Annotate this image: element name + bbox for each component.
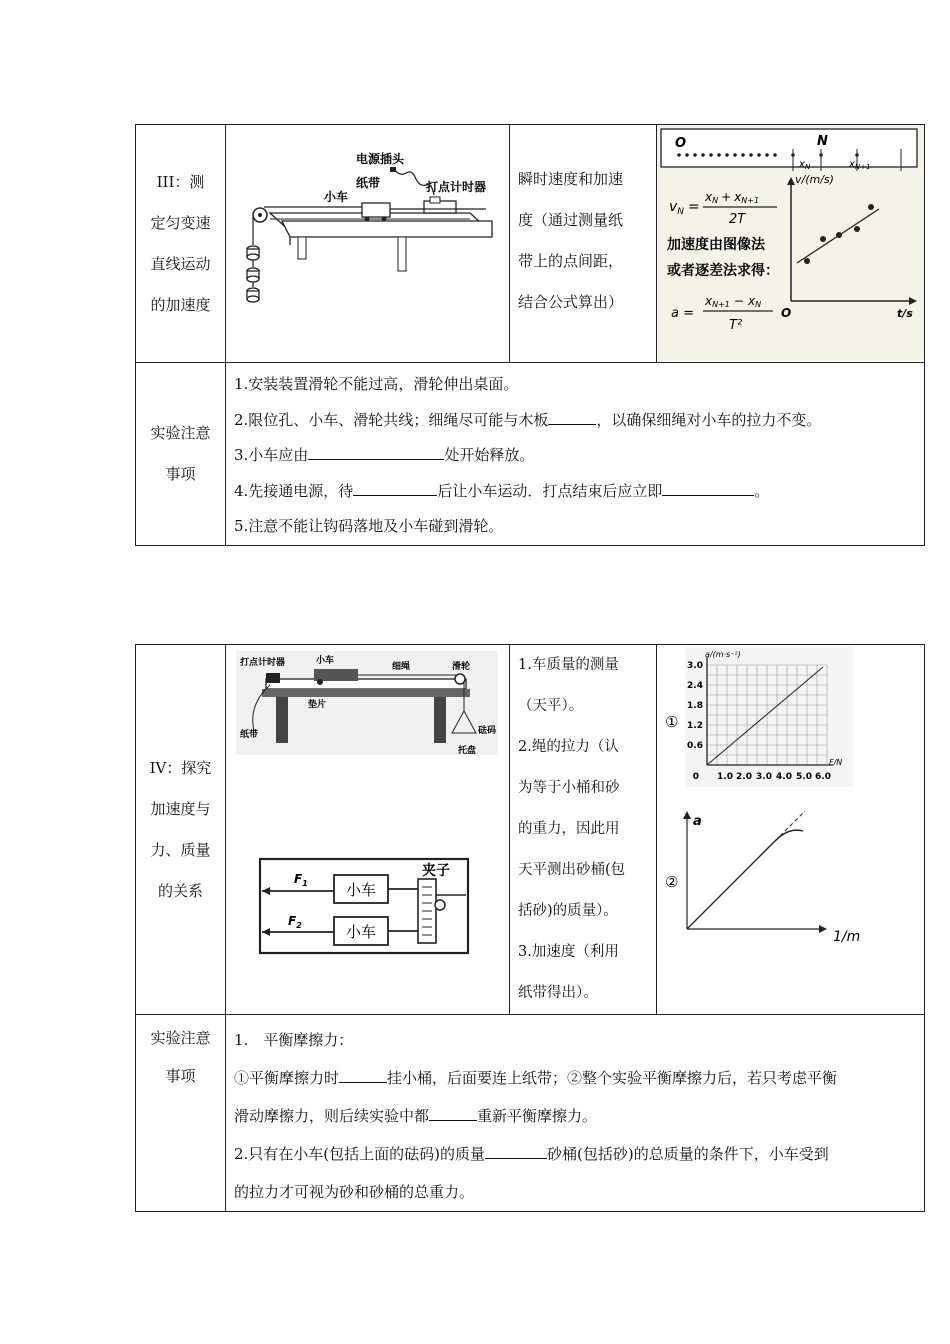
note-line-5: 5.注意不能让钩码落地及小车碰到滑轮。: [234, 517, 504, 535]
graph2-ylabel: a: [693, 814, 702, 829]
graph2-xlabel: 1/m: [833, 929, 861, 945]
note-text: 2.限位孔、小车、滑轮共线；细绳尽可能与木板: [234, 410, 549, 429]
method-description: [510, 125, 657, 363]
apparatus-figures-cell: [226, 645, 510, 1015]
note-line-4: [234, 474, 916, 510]
label-line: 加速度与: [150, 799, 211, 818]
t-axis-label: t/s: [897, 307, 913, 320]
desc-line: 结合公式算出）: [518, 293, 624, 311]
note-text: 滑动摩擦力，则后续实验中都: [234, 1107, 430, 1125]
graph-origin: O: [781, 306, 792, 320]
notes-label: [136, 363, 226, 546]
note-line-1: 1. 平衡摩擦力：: [234, 1031, 354, 1049]
note-text: 重新平衡摩擦力。: [477, 1107, 598, 1125]
weight-label: 砝码: [478, 726, 497, 736]
graph1-xtick: 1.0: [717, 772, 733, 782]
fill-blank[interactable]: [429, 1105, 477, 1121]
tape-origin: O: [675, 136, 687, 151]
graph1-xtick: 5.0: [796, 772, 812, 782]
tape-and-vt-graph: [657, 125, 925, 361]
step-line: 1.车质量的测量: [518, 657, 619, 673]
vn-formula-den: 2T: [729, 212, 746, 227]
force-mass-diagrams: [226, 645, 510, 999]
graph1-ytick: 0.6: [687, 741, 703, 751]
note-line-5: 的拉力才可视为砂和砂桶的总重力。: [234, 1183, 475, 1201]
label-line: III：测: [156, 172, 205, 191]
method-steps: [510, 645, 657, 1015]
apparatus-figure-cell: [226, 125, 510, 363]
note-line-3: [234, 438, 916, 474]
formula-figure-cell: [657, 125, 925, 363]
f2-label: $F_2$: [288, 914, 302, 930]
xn1-label: $x_{N+1}$: [849, 159, 871, 171]
step-line: （天平）。: [518, 698, 584, 714]
f1-label: $F_1$: [294, 872, 308, 888]
note-text: 。: [754, 481, 770, 500]
experiment-label-4: [136, 645, 226, 1015]
tape-n: N: [817, 134, 828, 149]
v-axis-label: v/(m/s): [795, 173, 834, 186]
acceleration-graphs: [657, 645, 925, 999]
label-line: 实验注意: [150, 423, 211, 442]
graph2-marker: ②: [665, 873, 679, 891]
step-line: 的重力，因此用: [518, 821, 620, 837]
graph1-xtick: 2.0: [736, 772, 752, 782]
a-formula-den: T²: [729, 318, 743, 333]
step-line: 括砂)的质量）。: [518, 903, 618, 919]
note-line-3: [234, 1097, 916, 1135]
timer-label: 打点计时器: [426, 180, 487, 194]
fill-blank[interactable]: [662, 480, 754, 496]
tape-label: 纸带: [356, 176, 381, 190]
timer-label: 打点计时器: [240, 658, 286, 668]
fill-blank[interactable]: [308, 444, 444, 460]
desc-line: 度（通过测量纸: [518, 211, 624, 229]
graph1-xtick: 3.0: [756, 772, 772, 782]
a-formula-lhs: a =: [671, 306, 694, 321]
step-line: 为等于小桶和砂: [518, 780, 620, 796]
table-acceleration-force-mass: [135, 644, 925, 1212]
label-line: 定匀变速: [150, 213, 211, 232]
step-line: 天平测出砂桶(包: [518, 862, 626, 878]
note-text: 后让小车运动．打点结束后应立即: [437, 481, 663, 500]
track-apparatus-diagram: [226, 125, 510, 361]
note-line-2: [234, 1059, 916, 1097]
note-text: ①平衡摩擦力时: [234, 1069, 340, 1087]
experiment-label-3: [136, 125, 226, 363]
label-line: 的关系: [157, 881, 203, 900]
method-line-1: 加速度由图像法: [667, 237, 765, 253]
vn-formula-lhs: $v_N$ =: [669, 199, 700, 217]
label-line: 事项: [165, 1067, 196, 1085]
xn-label: $x_N$: [799, 159, 811, 171]
fill-blank[interactable]: [353, 480, 437, 496]
fill-blank[interactable]: [485, 1143, 547, 1159]
label-line: 实验注意: [150, 1029, 211, 1047]
tape-label: 纸带: [240, 730, 259, 740]
label-line: 直线运动: [150, 254, 211, 273]
method-line-2: 或者逐差法求得：: [667, 263, 779, 279]
note-line-4: [234, 1135, 916, 1173]
graph1-xtick: 4.0: [776, 772, 792, 782]
graph1-ytick: 1.8: [687, 701, 703, 711]
cart2-label: 小车: [345, 923, 377, 941]
desc-line: 瞬时速度和加速: [518, 170, 624, 188]
note-text: ，以确保细绳对小车的拉力不变。: [596, 410, 822, 429]
label-line: IV：探究: [149, 758, 212, 777]
note-text: 3.小车应由: [234, 446, 309, 464]
step-line: 纸带得出）。: [518, 985, 598, 1001]
graph1-ytick: 0: [692, 772, 699, 782]
graph1-ylabel: a/(m·s⁻²): [705, 650, 741, 659]
note-text: 4.先接通电源，待: [234, 481, 354, 500]
graph1-marker: ①: [665, 713, 679, 731]
table-uniform-acceleration: [135, 124, 925, 546]
label-line: 的加速度: [150, 295, 211, 314]
notes-label: [136, 1015, 226, 1212]
cart-label: 小车: [316, 656, 335, 666]
notes-content: [226, 363, 925, 546]
tray-label: 托盘: [458, 746, 477, 756]
note-line-1: 1.安装装置滑轮不能过高，滑轮伸出桌面。: [234, 375, 519, 393]
note-text: 处开始释放。: [444, 446, 535, 464]
pad-label: 垫片: [308, 700, 327, 710]
notes-content: [226, 1015, 925, 1212]
graph1-ytick: 2.4: [687, 681, 703, 691]
fill-blank[interactable]: [548, 409, 596, 425]
a-formula-num: xN+1 − xN: [705, 294, 762, 309]
graphs-cell: [657, 645, 925, 1015]
note-line-2: [234, 403, 916, 439]
graph-points: [804, 204, 874, 264]
graph1-xlabel: F/N: [829, 758, 843, 767]
cart1-label: 小车: [345, 881, 377, 899]
note-text: 砂桶(包括砂)的总质量的条件下，小车受到: [547, 1145, 829, 1163]
graph1-ytick: 1.2: [687, 721, 703, 731]
cart-label: 小车: [324, 190, 349, 204]
clip-label: 夹子: [422, 863, 450, 879]
label-line: 事项: [165, 464, 196, 483]
plug-label: 电源插头: [356, 152, 405, 166]
graph1-ytick: 3.0: [687, 661, 703, 671]
vn-formula-num: xN + xN+1: [705, 190, 760, 205]
pulley-label: 滑轮: [452, 662, 471, 672]
note-text: 2.只有在小车(包括上面的砝码)的质量: [234, 1145, 486, 1163]
rope-label: 细绳: [392, 662, 411, 672]
fill-blank[interactable]: [339, 1067, 387, 1083]
label-line: 力、质量: [150, 840, 211, 859]
step-line: 3.加速度（利用: [518, 944, 619, 960]
desc-line: 带上的点间距，: [518, 252, 624, 270]
step-line: 2.绳的拉力（认: [518, 739, 619, 755]
note-text: 挂小桶，后面要连上纸带；②整个实验平衡摩擦力后，若只考虑平衡: [387, 1069, 838, 1087]
graph1-xtick: 6.0: [815, 772, 831, 782]
